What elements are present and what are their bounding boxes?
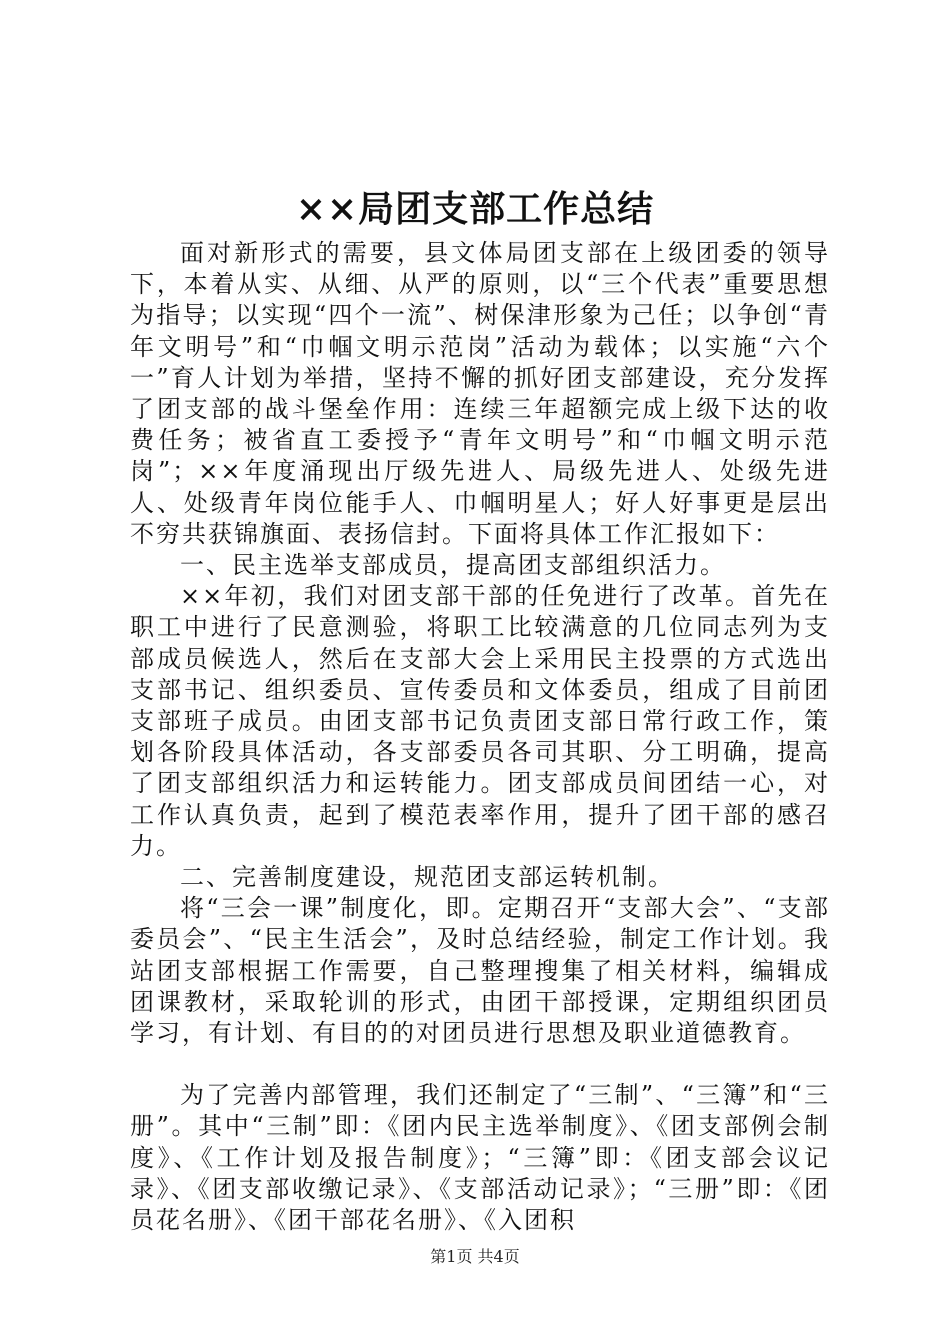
section-heading-2: 二、完善制度建设，规范团支部运转机制。 <box>180 863 674 892</box>
paragraph-section-1: ××年初，我们对团支部干部的任免进行了改革。首先在职工中进行了民意测验，将职工比较满意的几位同志列为支部成员候选人，然后在支部大会上采用民主投票的方式选出支部书记、组织委员、宣传委员和文体委员，组成了目前团支部班子成员。由团支部书记负责团支部日常行政工作，策划各阶段具体活动，各支部委员各司其职、分工明确，提高了团支部组织活力和运转能力。团支部成员间团结一心，对工作认真负责，起到了模范表率作用，提升了团干部的感召力。 <box>130 582 830 860</box>
document-title: ××局团支部工作总结 <box>295 188 655 230</box>
paragraph-intro: 面对新形式的需要，县文体局团支部在上级团委的领导下，本着从实、从细、从严的原则，以“三个代表”重要思想为指导；以实现“四个一流”、树保津形象为己任；以争创“青年文明号”和“巾帼文明示范岗”活动为载体；以实施“六个一”育人计划为举措，坚持不懈的抓好团支部建设，充分发挥了团支部的战斗堡垒作用：连续三年超额完成上级下达的收费任务；被省直工委授予“青年文明号”和“巾帼文明示范岗”；××年度涌现出厅级先进人、局级先进人、处级先进人、处级青年岗位能手人、巾帼明星人；好人好事更是层出不穷共获锦旗面、表扬信封。下面将具体工作汇报如下： <box>130 239 830 548</box>
paragraph-section-2: 将“三会一课”制度化，即。定期召开“支部大会”、“支部委员会”、“民主生活会”，及时总结经验，制定工作计划。我站团支部根据工作需要，自己整理搜集了相关材料，编辑成团课教材，采取轮训的形式，由团干部授课，定期组织团员学习，有计划、有目的的对团员进行思想及职业道德教育。 <box>130 894 830 1048</box>
page-number-footer: 第1页 共4页 <box>430 1247 520 1266</box>
section-heading-1: 一、民主选举支部成员，提高团支部组织活力。 <box>180 551 726 580</box>
paragraph-section-2-continued: 为了完善内部管理，我们还制定了“三制”、“三簿”和“三册”。其中“三制”即：《团内民主选举制度》、《团支部例会制度》、《工作计划及报告制度》；“三簿”即：《团支部会议记录》、《团支部收缴记录》、《支部活动记录》；“三册”即：《团员花名册》、《团干部花名册》、《入团积 <box>130 1081 830 1235</box>
document-body <box>130 238 830 1236</box>
